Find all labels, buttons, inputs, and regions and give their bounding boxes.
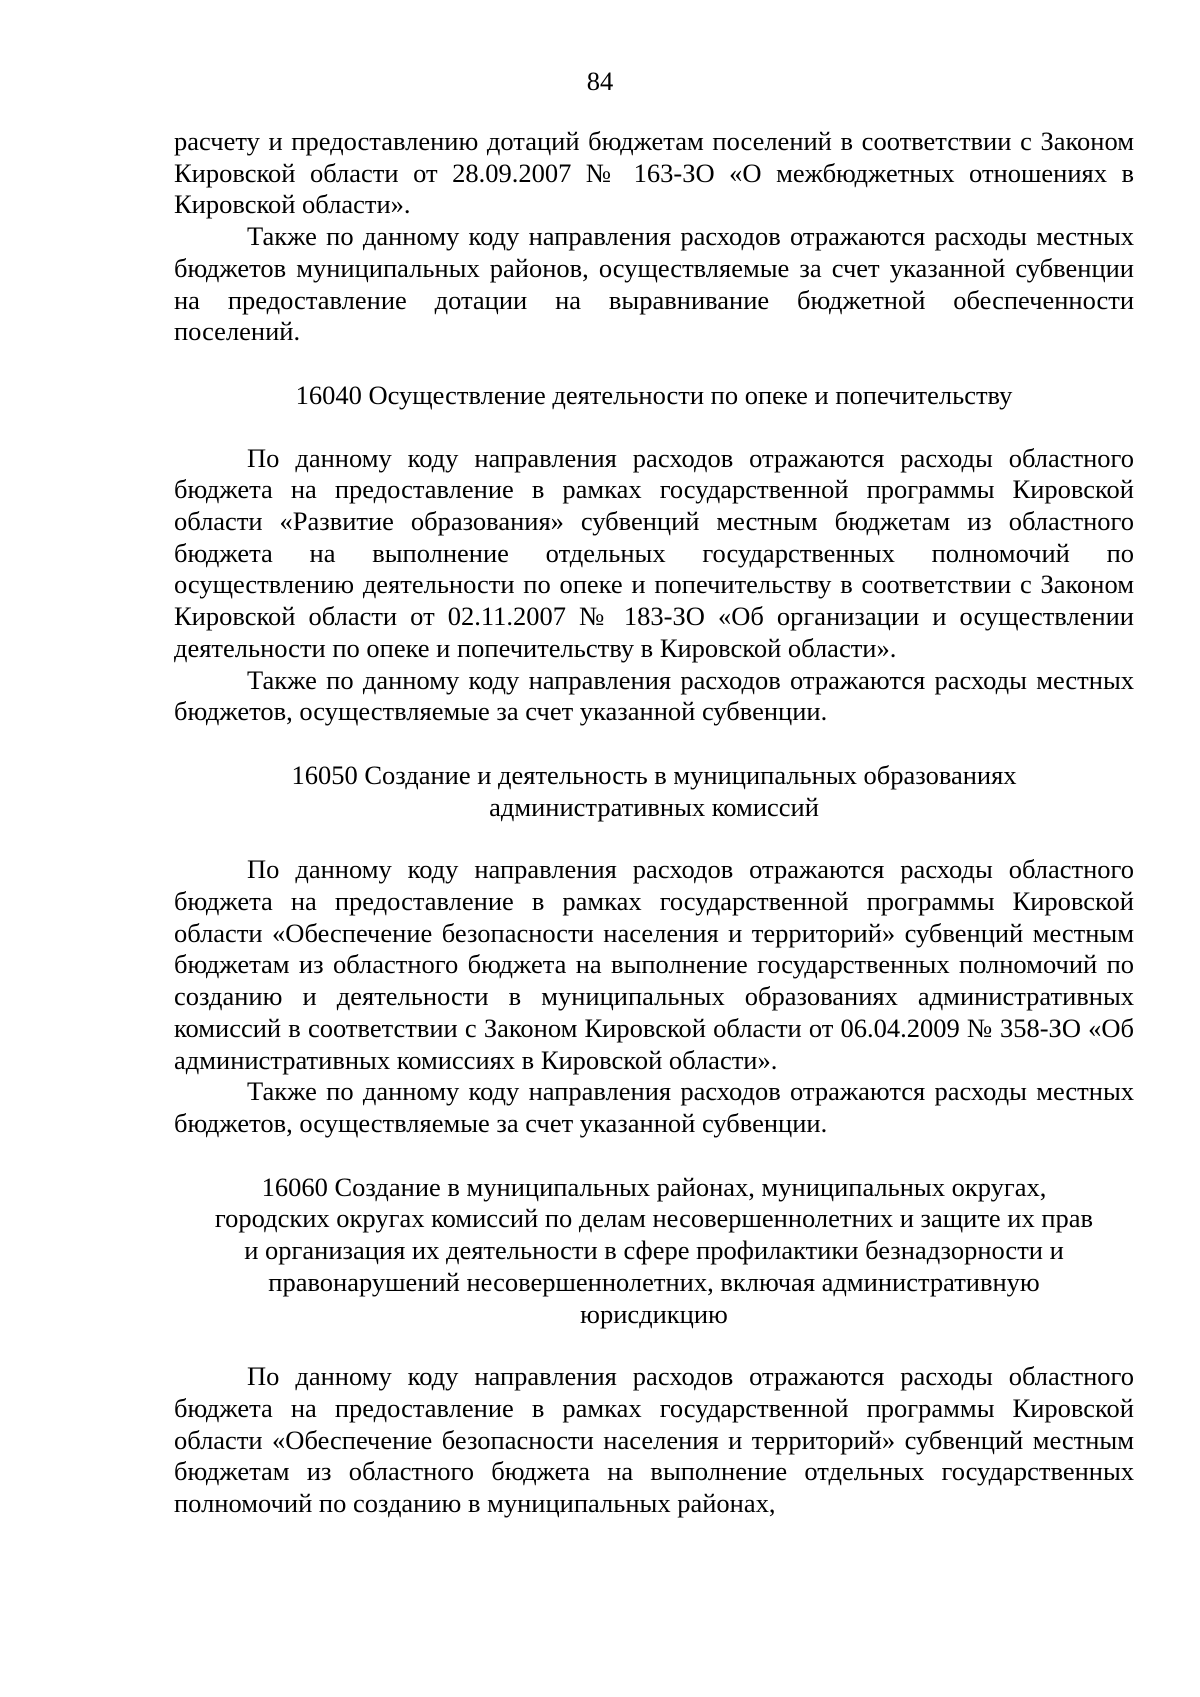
section-heading-16040: 16040 Осуществление деятельности по опеке и попечительству	[295, 379, 1013, 410]
heading-line: административных комиссий	[489, 791, 819, 822]
heading-line: 16060 Создание в муниципальных районах, муниципальных округах,	[261, 1171, 1047, 1202]
paragraph: расчету и предоставлению дотаций бюджетам поселений в соответствии с Законом Кировской области от 28.09.2007 № 163-ЗО «О межбюджетных отношениях в Кировской области».	[174, 126, 1134, 220]
paragraph: Также по данному коду направления расходов отражаются расходы местных бюджетов, осуществляемые за счет указанной субвенции.	[174, 1076, 1134, 1138]
paragraph: Также по данному коду направления расходов отражаются расходы местных бюджетов муниципальных районов, осуществляемые за счет указанной субвенции на предоставление дотации на выравнивание бюджетной обеспеченности поселений.	[174, 221, 1134, 347]
page-number: 84	[586, 66, 614, 96]
section-heading-16050	[174, 760, 1134, 823]
heading-line: 16050 Создание и деятельность в муниципальных образованиях	[291, 759, 1017, 790]
paragraph: По данному коду направления расходов отражаются расходы областного бюджета на предоставление в рамках государственной программы Кировской области «Развитие образования» субвенций местным бюджетам из областного бюджета на выполнение отдельных государственных полномочий по осуществлению деятельности по опеке и попечительству в соответствии с Законом Кировской области от 02.11.2007 № 183-ЗО «Об организации и осуществлении деятельности по опеке и попечительству в Кировской области».	[174, 442, 1134, 663]
paragraph: По данному коду направления расходов отражаются расходы областного бюджета на предоставление в рамках государственной программы Кировской области «Обеспечение безопасности населения и территорий» субвенций местным бюджетам из областного бюджета на выполнение отдельных государственных полномочий по созданию в муниципальных районах,	[174, 1361, 1134, 1519]
document-body	[174, 126, 1134, 1520]
paragraph: По данному коду направления расходов отражаются расходы областного бюджета на предоставление в рамках государственной программы Кировской области «Обеспечение безопасности населения и территорий» субвенций местным бюджетам из областного бюджета на выполнение государственных полномочий по созданию и деятельности в муниципальных образованиях административных комиссий в соответствии с Законом Кировской области от 06.04.2009 № 358-ЗО «Об административных комиссиях в Кировской области».	[174, 854, 1134, 1075]
heading-line: городских округах комиссий по делам несовершеннолетних и защите их прав	[214, 1203, 1094, 1234]
heading-line: и организация их деятельности в сфере профилактики безнадзорности и	[244, 1235, 1064, 1266]
paragraph: Также по данному коду направления расходов отражаются расходы местных бюджетов, осуществляемые за счет указанной субвенции.	[174, 664, 1134, 727]
heading-line: правонарушений несовершеннолетних, включая административную	[268, 1266, 1040, 1297]
heading-line: юрисдикцию	[580, 1298, 728, 1329]
section-heading-16060	[174, 1172, 1134, 1331]
